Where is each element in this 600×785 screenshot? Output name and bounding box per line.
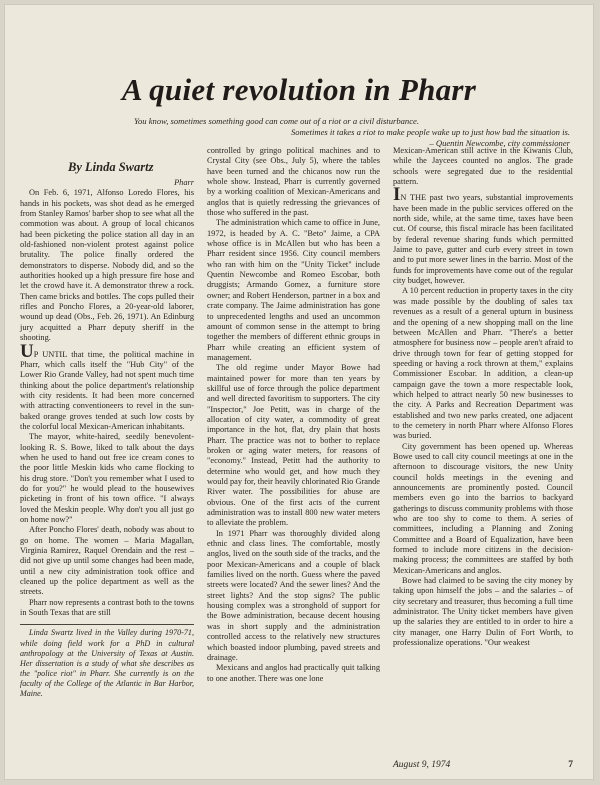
col3-paragraph-5: Bowe had claimed to be saving the city money by taking upon himself the jobs – and the salaries – of city secretary and treasurer, thus becoming a full time administrator. The Unity ticket members have given up the salaries they are entitled to in order to hire a city manager, one Harry Dulin of Fort Worth, to professionalize operations. "Our weakest (393, 576, 573, 648)
page-footer (393, 760, 573, 770)
col2-paragraph-5: Mexicans and anglos had practically quit talking to one another. There was one lone (207, 663, 380, 683)
byline: By Linda Swartz (68, 160, 154, 174)
col3-paragraph-4: City government has been opened up. Whereas Bowe used to call city council meetings at one in the afternoon to discourage visitors, the new Unity council holds meetings in the evening and announcements are prominently posted. Council members even go into the barrios to backyard gatherings to discuss community problems with those who are too shy to come to them. A series of committees, including a Planning and Zoning Committee and a Board of Equalization, have been formed to include more citizens in the decision-making process; the committees are staffed by both Mexican-Americans and anglos. (393, 441, 573, 575)
col3-paragraph-2-text: N THE past two years, substantial improvements have been made in the public services offered on the north side, while, at the same time, taxes have been cut. Of course, this fiscal miracle has been facilitated by federal revenue sharing funds which permitted Jaime to pave, gutter and curb every street in town and to put more sewer lines in the barrio. Most of the funds for improvements have come out of the regular city budget, however. (393, 193, 573, 286)
col1-paragraph-3: The mayor, white-haired, seedily benevolent-looking R. S. Bowe, liked to talk about the days when he used to hand out free ice cream cones to the poor little Meskin kids who came flocking to his drug store. "Don't you remember what I used to do for you?" he would plead to the housewives picketing in front of his town office. "I always loved the Meskin people. Why don't you all just go on home now?" (20, 432, 194, 524)
magazine-page (4, 4, 594, 780)
epigraph-line-1: You know, sometimes something good can come out of a riot or a civil disturbance. (134, 116, 420, 126)
epigraph-line-2: Sometimes it takes a riot to make people wake up to just how bad the situation is. (290, 126, 570, 137)
col2-paragraph-3: The old regime under Mayor Bowe had maintained power for more than ten years by skillful use of force through the police department and well directed favoritism to supporters. The city "Inspector," Joe Petitt, was in charge of the allocation of city water, a commodity of great importance in the hot, flat, dry plain that hosts Pharr. The practice was not to bother to replace broken or aging water meters, for reasons of "economy." Instead, Petitt had the authority to determine who would get, and how much they would pay for, their heavily chlorinated Rio Grande River water. The possibilities for abuse are obvious. One of the first acts of the current administration was to install 800 new water meters to alleviate the problem. (207, 363, 380, 528)
author-bio (20, 624, 194, 699)
col2-paragraph-4: In 1971 Pharr was thoroughly divided along ethnic and class lines. The comfortable, mostly anglos, lived on the south side of the tracks, and the poor Mexican-Americans and a couple of black families lived on the north. Guess where the paved streets were located? And the sewer lines? And the street lights? And the stop signs? The public housing complex was a stronghold of support for the Bowe administration, because decent housing was in short supply and the administration controlled access to the relatively new structures which boasted indoor plumbing, paved streets and drainage. (207, 528, 380, 662)
epigraph-attribution: – Quentin Newcombe, city commissioner (429, 137, 570, 148)
dateline: Pharr (174, 178, 194, 187)
col1-paragraph-2-text: P UNTIL that time, the political machine in Pharr, which calls itself the "Hub City" of the Lower Rio Grande Valley, had not spent much time thinking about the police department's relationship with city residents. It had been more concerned with attracting conventioneers to revel in the sun-baked orange groves tended at such low costs by the colorful local Mexican-American inhabitants. (20, 349, 194, 431)
author-bio-text: Linda Swartz lived in the Valley during 1970-71, while doing field work for a PhD in cultural anthropology at the University of Texas at Austin. Her dissertation is a study of what she describes as the "police riot" in Pharr. She currently is on the faculty of the College of the Atlantic in Bar Harbor, Maine. (20, 628, 194, 698)
col1-paragraph-5: Pharr now represents a contrast both to the towns in South Texas that are still (20, 597, 194, 618)
drop-cap-u: U (20, 340, 34, 362)
headline: A quiet revolution in Pharr (121, 72, 477, 107)
page-number: 7 (568, 760, 573, 770)
epigraph (64, 116, 570, 148)
drop-cap-i: I (393, 184, 401, 206)
column-2 (207, 146, 380, 684)
col3-paragraph-2 (393, 184, 573, 286)
column-3 (393, 146, 573, 649)
col1-paragraph-4: After Poncho Flores' death, nobody was about to go on home. The women – Maria Magallan, Virginia Ramirez, Raquel Orendain and the rest – did not give up until some changes had been made, until a new city administration took office and cleaned up the police department as well as the streets. (20, 525, 194, 597)
issue-date: August 9, 1974 (393, 760, 451, 770)
col3-paragraph-1: Mexican-American still active in the Kiwanis Club, while the Jaycees counted no anglos. The grade schools were segregated due to the residential pattern. (393, 146, 573, 187)
col3-paragraph-3: A 10 percent reduction in property taxes in the city was made possible by the doubling of sales tax revenues as a result of a general upturn in business and the opening of a new shopping mall on the line between McAllen and Pharr. "There's a better atmosphere for business now – people aren't afraid to drive through town for fear of getting stopped for speeding or having a rock thrown at them," explains Commissioner Escobar. In addition, a clean-up campaign gave the town a more respectable look, which helped to attract nearly 50 new businesses to the city. A Parks and Recreation Department was established and two new parks created, one adjacent to the cemetery in north Pharr where Alfonso Flores was buried. (393, 286, 573, 441)
col2-paragraph-1: controlled by gringo political machines and to Crystal City (see Obs., July 5), where the tables have been turned and the chicanos now run the whole show. Instead, Pharr is currently governed by a working coalition of Mexican-Americans and anglos that is quietly redressing the grievances of those who suffered in the past. (207, 146, 380, 218)
column-1 (20, 154, 194, 699)
col1-paragraph-1: On Feb. 6, 1971, Alfonso Loredo Flores, his hands in his pockets, was shot dead as he emerged from Stanley Ramos' barber shop to see what all the commotion was about. A group of local chicanos had been picketing the police station all day in an old-fashioned non-violent protest against police brutality. The police finally ordered the demonstrators to disperse. Nobody did, and so the authorities hooked up a high pressure fire hose and let the crowd have it. A demonstrator threw a rock. Then came bricks and bottles. The cops pulled their rifles and Poncho Flores, a 20-year-old laborer, wound up dead (Obs., Feb. 26, 1971). An Edinburg jury acquitted a Pharr deputy sheriff in the shooting. (20, 188, 194, 343)
col1-paragraph-2 (20, 340, 194, 433)
col2-paragraph-2: The administration which came to office in June, 1972, is headed by A. C. "Beto" Jaime, a CPA whose office is in McAllen but who has been a Pharr resident since 1956. City council members who ran with him on the "Unity Ticket" include Quentin Newcombe and Romeo Escobar, both druggists; Armando Gomez, a furniture store owner; and Robert Henderson, partner in a box and crate company. The Jaime administration has gone to unprecedented lengths and used an uncommon amount of common sense in the attempt to bring together the members of different ethnic groups in Pharr while creating an efficient system of management. (207, 218, 380, 362)
